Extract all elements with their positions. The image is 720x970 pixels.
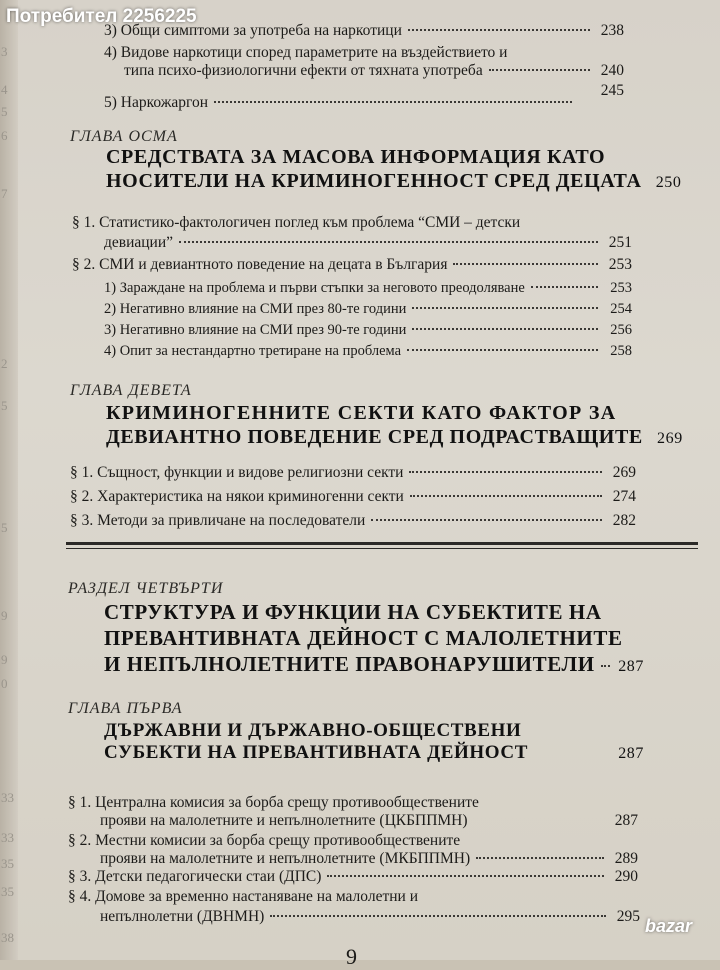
- dot-leader: [412, 328, 598, 330]
- dot-leader: [409, 471, 602, 473]
- toc-entry-label: 2) Негативно влияние на СМИ през 80-те години: [104, 301, 407, 317]
- toc-entry-label: § 3. Методи за привличане на последователи: [70, 512, 366, 529]
- dot-leader: [214, 101, 572, 103]
- margin-number: 7: [1, 186, 8, 201]
- margin-number: 9: [1, 652, 8, 667]
- toc-entry: [104, 280, 632, 297]
- section-divider: [66, 542, 698, 545]
- dot-leader: [412, 307, 598, 309]
- user-watermark: Потребител 2256225: [6, 6, 197, 27]
- dot-leader: [476, 857, 604, 859]
- chapter-label: ГЛАВА ОСМА: [70, 128, 178, 145]
- chapter-title-line: [106, 426, 683, 449]
- dot-leader: [179, 241, 598, 243]
- bazar-logo: bazar: [645, 916, 693, 936]
- margin-number: 4: [1, 82, 8, 97]
- section-divider: [66, 548, 698, 549]
- toc-entry: [100, 908, 640, 926]
- part-title: И НЕПЪЛНОЛЕТНИТЕ ПРАВОНАРУШИТЕЛИ: [104, 652, 595, 676]
- toc-entry-label: 1) Зараждане на проблема и първи стъпки за неговото преодоляване: [104, 280, 525, 296]
- chapter-title: ДЕВИАНТНО ПОВЕДЕНИЕ СРЕД ПОДРАСТВАЩИТЕ: [106, 426, 643, 448]
- margin-number: 6: [1, 128, 8, 143]
- dot-leader: [327, 875, 604, 877]
- toc-entry: [104, 301, 632, 318]
- toc-entry-label: девиации”: [104, 234, 174, 251]
- toc-entry: [68, 868, 638, 886]
- toc-entry: [104, 22, 624, 40]
- dot-leader: [371, 519, 602, 521]
- toc-entry-page: 256: [610, 322, 632, 338]
- part-page: 287: [618, 658, 644, 675]
- toc-entry-label: 4) Опит за нестандартно третиране на проблема: [104, 343, 402, 359]
- toc-entry-label: § 2. СМИ и девиантното поведение на децата в България: [72, 256, 448, 273]
- toc-entry: [70, 464, 636, 482]
- toc-entry-label: 5) Наркожаргон: [104, 94, 209, 111]
- margin-number: 5: [1, 398, 8, 413]
- toc-entry: [104, 94, 578, 112]
- toc-entry-page: 269: [612, 464, 636, 481]
- toc-entry: [104, 343, 632, 360]
- toc-entry: [100, 812, 638, 830]
- margin-number: 2: [1, 356, 8, 371]
- toc-entry-page: 258: [610, 343, 632, 359]
- part-title: ПРЕВАНТИВНАТА ДЕЙНОСТ С МАЛОЛЕТНИТЕ: [104, 626, 623, 650]
- toc-entry-label: 3) Общи симптоми за употреба на наркотици: [104, 22, 402, 39]
- part-title: СТРУКТУРА И ФУНКЦИИ НА СУБЕКТИТЕ НА: [104, 600, 602, 624]
- toc-entry-label: § 2. Характеристика на някои криминогенни секти: [70, 488, 404, 505]
- dot-leader: [453, 263, 598, 265]
- toc-entry-page: 245: [600, 82, 624, 99]
- toc-entry-label: 3) Негативно влияние на СМИ през 90-те години: [104, 322, 407, 338]
- margin-number: 5: [1, 104, 8, 119]
- part-title-line: [104, 652, 644, 677]
- dot-leader: [531, 286, 598, 288]
- chapter-title-line: [106, 170, 682, 193]
- toc-entry: [70, 512, 636, 530]
- dot-leader: [270, 915, 606, 917]
- dot-leader: [534, 752, 610, 754]
- toc-entry-page: 274: [612, 488, 636, 505]
- toc-entry-page: 254: [610, 301, 632, 317]
- part-label: РАЗДЕЛ ЧЕТВЪРТИ: [68, 580, 224, 597]
- chapter-title-line: [104, 742, 644, 764]
- chapter-label: ГЛАВА ДЕВЕТА: [70, 382, 192, 399]
- chapter-label: ГЛАВА ПЪРВА: [68, 700, 183, 717]
- dot-leader: [601, 665, 610, 667]
- section-label: § 4. Домове за временно настаняване на малолетни и: [68, 888, 418, 905]
- toc-entry-label: § 3. Детски педагогически стаи (ДПС): [68, 868, 322, 885]
- toc-entry: [100, 850, 638, 868]
- toc-entry-page: 290: [614, 868, 638, 885]
- chapter-title: НОСИТЕЛИ НА КРИМИНОГЕННОСТ СРЕД ДЕЦАТА: [106, 170, 642, 192]
- toc-entry-page: 240: [600, 62, 624, 79]
- section-label: § 1. Статистико-фактологичен поглед към проблема “СМИ – детски: [72, 214, 521, 231]
- chapter-page: 287: [618, 745, 644, 762]
- section-label: § 1. Централна комисия за борба срещу противообществените: [68, 794, 479, 811]
- toc-entry-label: прояви на малолетните и непълнолетните (ЦКБППМН): [100, 812, 468, 829]
- chapter-title: СРЕДСТВАТА ЗА МАСОВА ИНФОРМАЦИЯ КАТО: [106, 146, 606, 168]
- margin-number: 35: [1, 856, 14, 871]
- margin-number: 5: [1, 520, 8, 535]
- margin-number: 35: [1, 884, 14, 899]
- dot-leader: [410, 495, 602, 497]
- toc-entry: [104, 234, 632, 252]
- dot-leader: [474, 819, 604, 821]
- page-number: 9: [346, 944, 357, 969]
- left-page-edge: [0, 0, 18, 960]
- margin-number: 33: [1, 790, 14, 805]
- toc-entry-page: 289: [614, 850, 638, 867]
- toc-entry: [70, 488, 636, 506]
- margin-number: 0: [1, 676, 8, 691]
- toc-entry-page: 295: [616, 908, 640, 925]
- chapter-page: 250: [655, 174, 682, 191]
- margin-number: 3: [1, 44, 8, 59]
- chapter-title: СУБЕКТИ НА ПРЕВАНТИВНАТА ДЕЙНОСТ: [104, 742, 528, 763]
- chapter-page: 269: [657, 430, 683, 447]
- toc-entry: [124, 62, 624, 80]
- toc-entry: [72, 256, 632, 274]
- chapter-title: КРИМИНОГЕННИТЕ СЕКТИ КАТО ФАКТОР ЗА: [106, 402, 617, 424]
- section-label: § 2. Местни комисии за борба срещу противообществените: [68, 832, 461, 849]
- toc-entry: [104, 322, 632, 339]
- chapter-title: ДЪРЖАВНИ И ДЪРЖАВНО-ОБЩЕСТВЕНИ: [104, 720, 522, 741]
- toc-entry-page: 282: [612, 512, 636, 529]
- toc-entry-label: непълнолетни (ДВНМН): [100, 908, 265, 925]
- toc-entry-page: 251: [608, 234, 632, 251]
- toc-entry-label: типа психо-физиологични ефекти от тяхната употреба: [124, 62, 483, 79]
- dot-leader: [408, 29, 590, 31]
- margin-number: 33: [1, 830, 14, 845]
- toc-entry-page: 253: [608, 256, 632, 273]
- margin-number: 38: [1, 930, 14, 945]
- toc-entry-label: § 1. Същност, функции и видове религиозни секти: [70, 464, 404, 481]
- toc-entry-label: 4) Видове наркотици според параметрите на въздействието и: [104, 44, 508, 61]
- toc-entry-page: 287: [614, 812, 638, 829]
- margin-number: 9: [1, 608, 8, 623]
- dot-leader: [407, 349, 598, 351]
- dot-leader: [489, 69, 590, 71]
- toc-entry-page: 253: [610, 280, 632, 296]
- toc-entry-label: прояви на малолетните и непълнолетните (МКБППМН): [100, 850, 471, 867]
- toc-entry-page: 238: [600, 22, 624, 39]
